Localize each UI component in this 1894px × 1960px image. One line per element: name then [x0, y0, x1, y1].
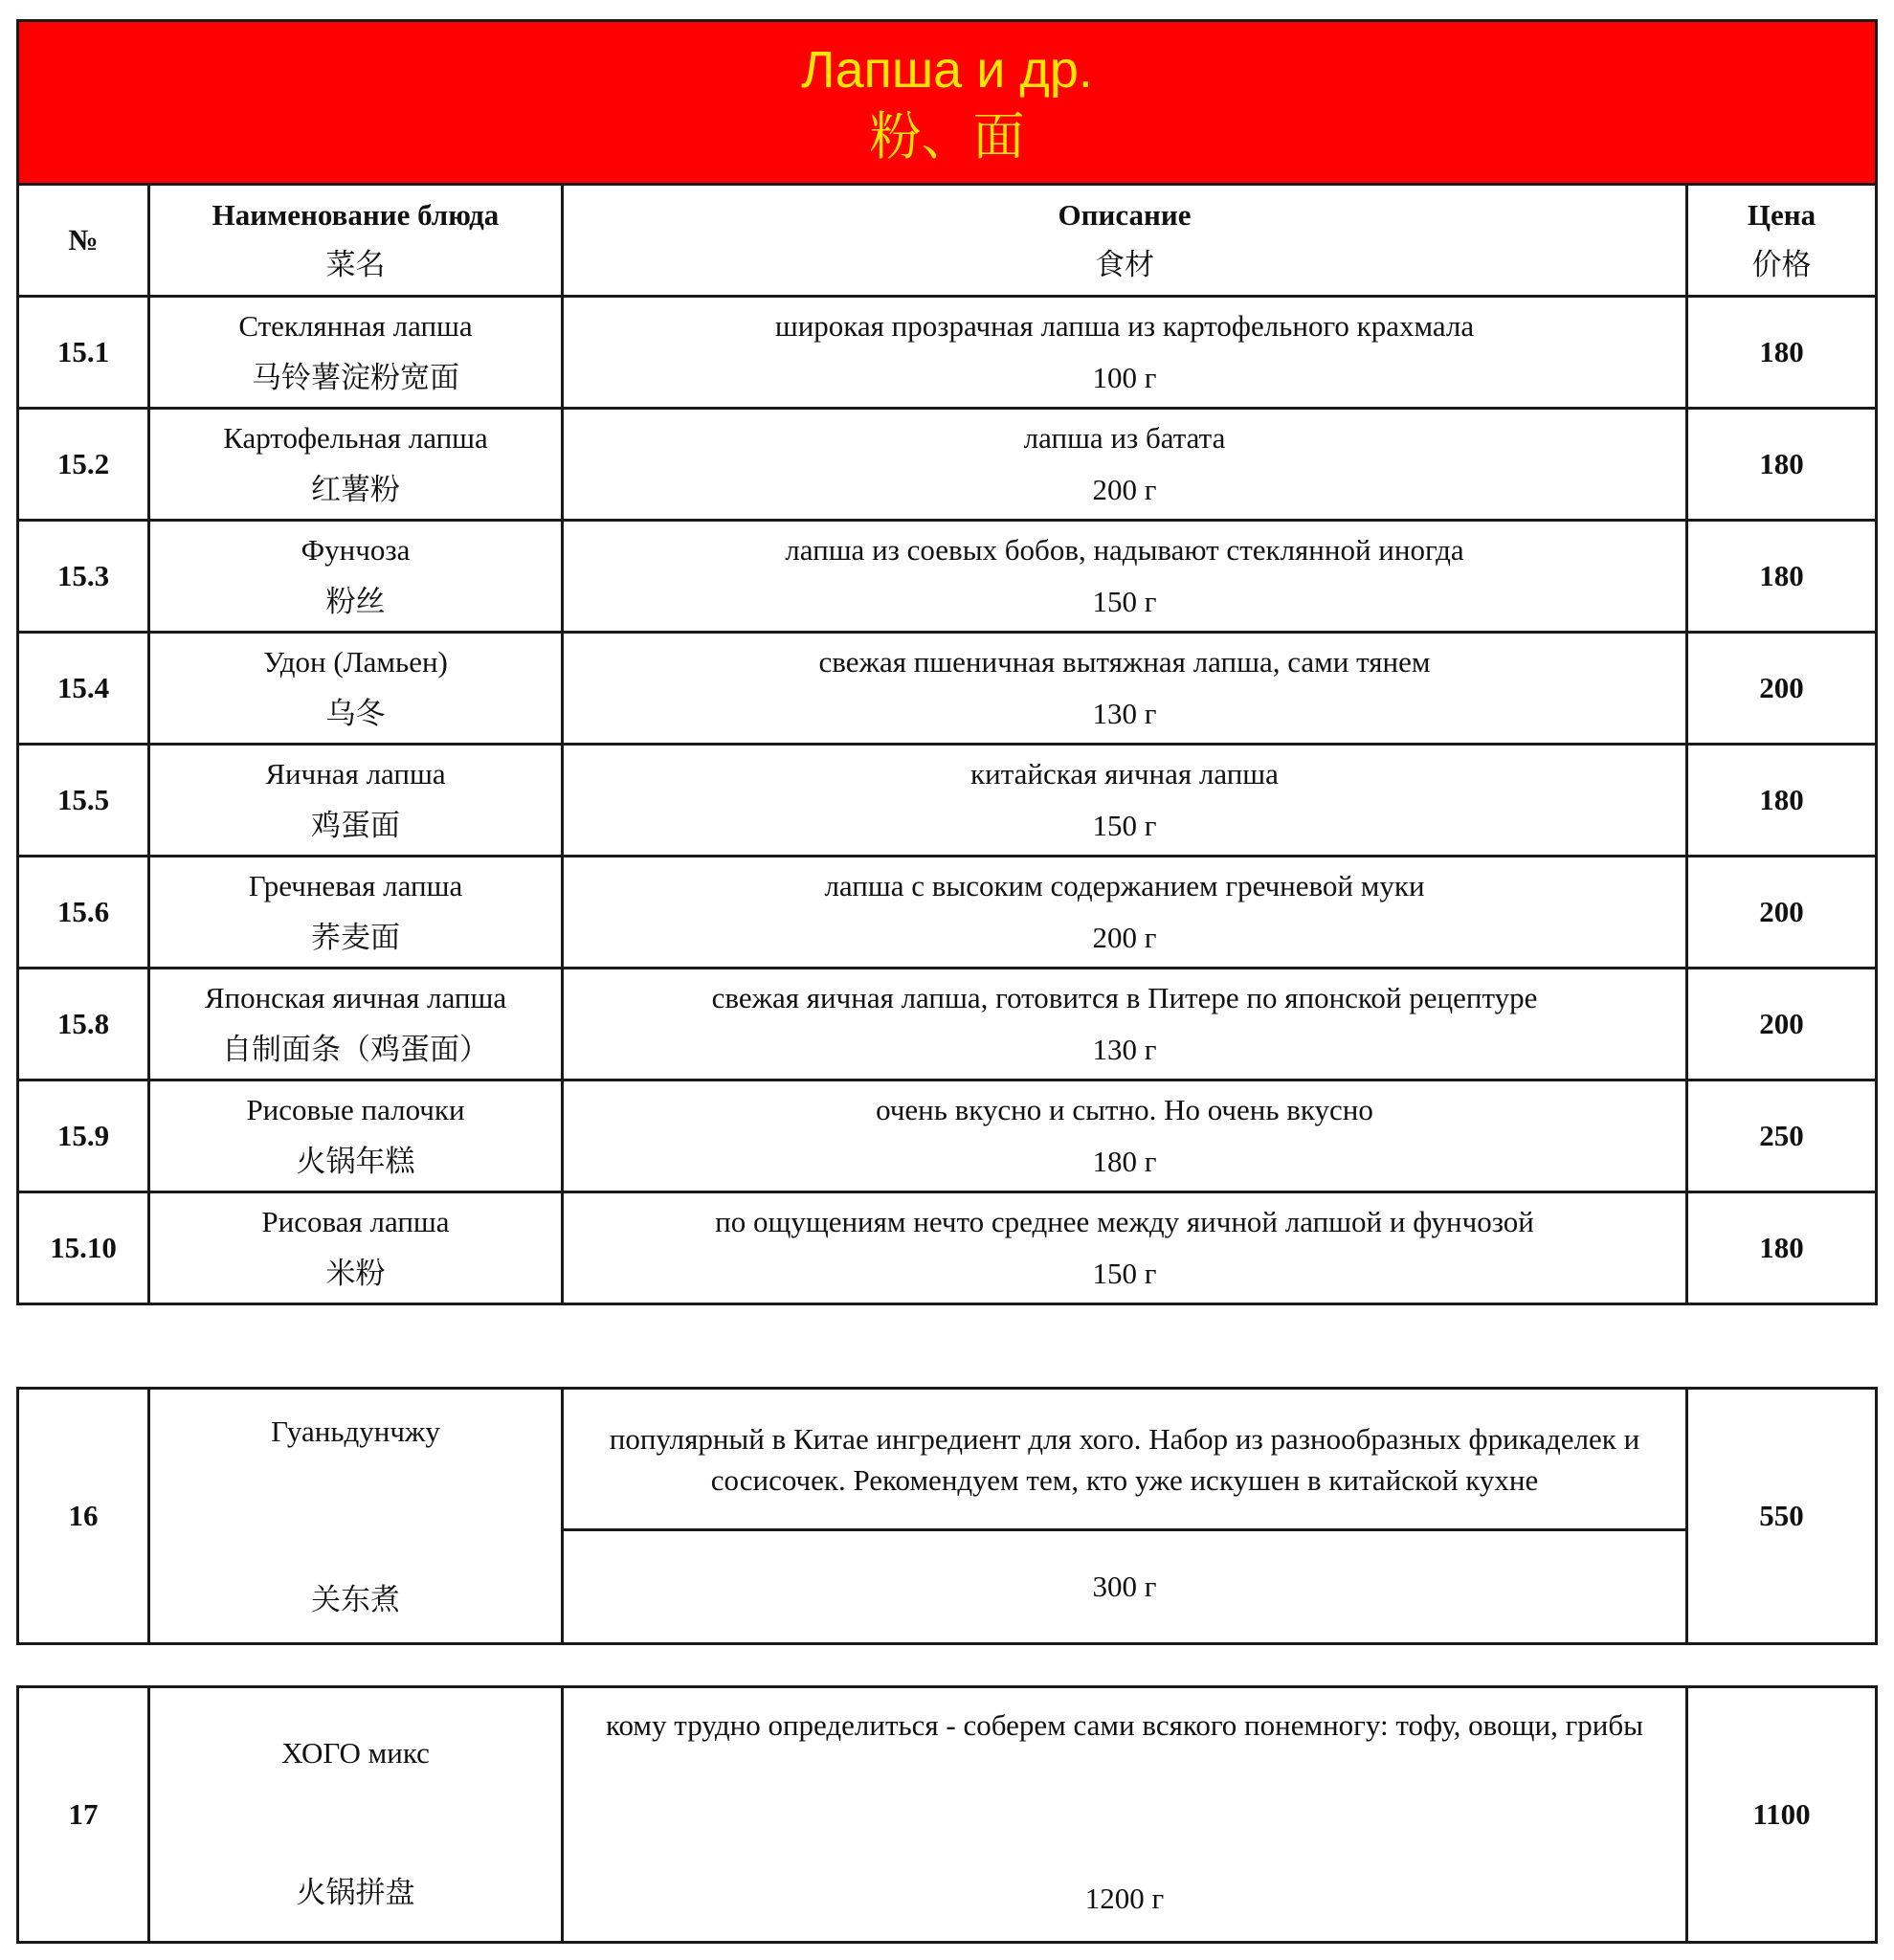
item-number: 15.10: [18, 1192, 149, 1304]
item-number: 15.5: [18, 745, 149, 857]
item-price: 200: [1687, 633, 1877, 745]
item-number: 15.2: [18, 409, 149, 521]
item-description: [563, 857, 1687, 969]
item-weight-text: 150 г: [1092, 1257, 1157, 1290]
item-16-table: [16, 1387, 1878, 1645]
item-name-cn: 米粉: [325, 1257, 386, 1291]
item-name: [149, 1687, 563, 1943]
item-description-text: широкая прозрачная лапша из картофельного крахмала: [774, 309, 1475, 343]
table-row: [18, 633, 1877, 745]
item-description: [563, 297, 1687, 409]
item-name-cn: 关东煮: [311, 1583, 400, 1617]
item-name: [149, 857, 563, 969]
column-header-number: №: [18, 185, 149, 297]
item-name-ru: Рисовая лапша: [261, 1205, 450, 1238]
item-description: [563, 1192, 1687, 1304]
item-description: [563, 633, 1687, 745]
item-price: 180: [1687, 409, 1877, 521]
item-name-cn: 火锅拼盘: [296, 1876, 415, 1910]
item-name: [149, 409, 563, 521]
item-description-text: лапша из соевых бобов, надывают стеклянной иногда: [785, 533, 1464, 567]
column-header-price-cn: 价格: [1751, 248, 1812, 282]
item-number: 15.4: [18, 633, 149, 745]
item-description-text: лапша с высоким содержанием гречневой муки: [824, 869, 1425, 902]
item-name-ru: ХОГО микс: [281, 1736, 430, 1770]
item-weight-text: 150 г: [1092, 809, 1157, 842]
item-name: [149, 521, 563, 633]
table-row: [18, 745, 1877, 857]
item-weight-text: 200 г: [1092, 473, 1157, 506]
item-price: 180: [1687, 745, 1877, 857]
item-description-text: лапша из батата: [1023, 421, 1226, 455]
item-number: 15.9: [18, 1080, 149, 1192]
item-number: 15.6: [18, 857, 149, 969]
item-description-text: свежая яичная лапша, готовится в Питере по японской рецептуре: [711, 981, 1538, 1014]
item-name-ru: Фунчоза: [301, 533, 411, 567]
item-weight-text: 130 г: [1092, 697, 1157, 730]
table-row: [18, 1389, 1877, 1530]
item-description: [563, 409, 1687, 521]
table-row: [18, 1192, 1877, 1304]
menu-section-header: [18, 21, 1877, 185]
item-number: 15.1: [18, 297, 149, 409]
item-price: 550: [1687, 1389, 1877, 1644]
item-number: 15.3: [18, 521, 149, 633]
column-header-price: [1687, 185, 1877, 297]
item-description: [563, 1389, 1687, 1530]
item-description-text: свежая пшеничная вытяжная лапша, сами тянем: [818, 645, 1431, 679]
column-header-name-cn: 菜名: [325, 248, 386, 282]
table-row: [18, 969, 1877, 1080]
column-header-name-ru: Наименование блюда: [212, 198, 500, 232]
table-row: [18, 1687, 1877, 1943]
item-name: [149, 297, 563, 409]
item-name-cn: 马铃薯淀粉宽面: [252, 361, 459, 395]
noodles-menu-table: [16, 19, 1878, 1305]
table-row: [18, 297, 1877, 409]
item-weight-text: 1200 г: [1084, 1882, 1165, 1915]
table-row: [18, 521, 1877, 633]
item-name: [149, 969, 563, 1080]
item-name-ru: Гречневая лапша: [248, 869, 463, 902]
item-number: 16: [18, 1389, 149, 1644]
item-name-ru: Японская яичная лапша: [204, 981, 507, 1014]
item-number: 17: [18, 1687, 149, 1943]
column-header-description: [563, 185, 1687, 297]
item-description-text: очень вкусно и сытно. Но очень вкусно: [876, 1093, 1373, 1126]
item-name-cn: 乌冬: [325, 697, 386, 731]
item-name-cn: 火锅年糕: [296, 1145, 415, 1179]
item-name: [149, 745, 563, 857]
item-name-cn: 自制面条（鸡蛋面）: [222, 1033, 489, 1067]
item-description: [563, 1080, 1687, 1192]
item-17-table: [16, 1685, 1878, 1944]
item-description-text: китайская яичная лапша: [970, 757, 1279, 791]
item-price: 250: [1687, 1080, 1877, 1192]
item-description: [563, 969, 1687, 1080]
item-name-ru: Рисовые палочки: [246, 1093, 465, 1126]
item-name-cn: 粉丝: [325, 585, 386, 619]
item-price: 1100: [1687, 1687, 1877, 1943]
column-header-row: [18, 185, 1877, 297]
item-name-ru: Стеклянная лапша: [238, 309, 473, 343]
item-name-ru: Яичная лапша: [265, 757, 446, 791]
item-weight-text: 300 г: [1092, 1570, 1157, 1603]
item-weight-text: 150 г: [1092, 585, 1157, 618]
item-price: 200: [1687, 969, 1877, 1080]
item-weight-text: 130 г: [1092, 1033, 1157, 1066]
table-row: [18, 1080, 1877, 1192]
item-description: [563, 1687, 1687, 1943]
column-header-description-cn: 食材: [1095, 248, 1154, 282]
item-name-cn: 荞麦面: [311, 921, 400, 955]
item-weight-text: 100 г: [1092, 361, 1157, 394]
item-price: 180: [1687, 521, 1877, 633]
item-name-cn: 红薯粉: [311, 473, 400, 507]
column-header-name: [149, 185, 563, 297]
item-name-ru: Удон (Ламьен): [263, 645, 448, 679]
item-number: 15.8: [18, 969, 149, 1080]
item-name-ru: Картофельная лапша: [223, 421, 488, 455]
column-header-description-ru: Описание: [1058, 198, 1192, 232]
item-name-ru: Гуаньдунчжу: [271, 1414, 440, 1448]
item-description-text: по ощущениям нечто среднее между яичной лапшой и фунчозой: [715, 1205, 1534, 1238]
item-price: 180: [1687, 1192, 1877, 1304]
item-description: [563, 521, 1687, 633]
item-name: [149, 1389, 563, 1644]
item-price: 180: [1687, 297, 1877, 409]
item-name: [149, 1080, 563, 1192]
item-weight: [563, 1530, 1687, 1644]
section-title-ru: Лапша и др.: [801, 41, 1093, 99]
section-title-cn: 粉、面: [869, 106, 1025, 167]
item-weight-text: 180 г: [1092, 1145, 1157, 1178]
item-description-text: популярный в Китае ингредиент для хого. Набор из разнообразных фрикаделек и сосисочек. Рекомендуем тем, кто уже искушен в китайской кухне: [609, 1421, 1640, 1497]
item-description: [563, 745, 1687, 857]
table-row: [18, 857, 1877, 969]
item-description-text: кому трудно определиться - соберем сами всякого понемногу: тофу, овощи, грибы: [606, 1708, 1643, 1742]
item-name-cn: 鸡蛋面: [311, 809, 400, 843]
item-weight-text: 200 г: [1092, 921, 1157, 954]
table-row: [18, 409, 1877, 521]
item-price: 200: [1687, 857, 1877, 969]
item-name: [149, 633, 563, 745]
item-name: [149, 1192, 563, 1304]
column-header-price-ru: Цена: [1747, 198, 1816, 232]
